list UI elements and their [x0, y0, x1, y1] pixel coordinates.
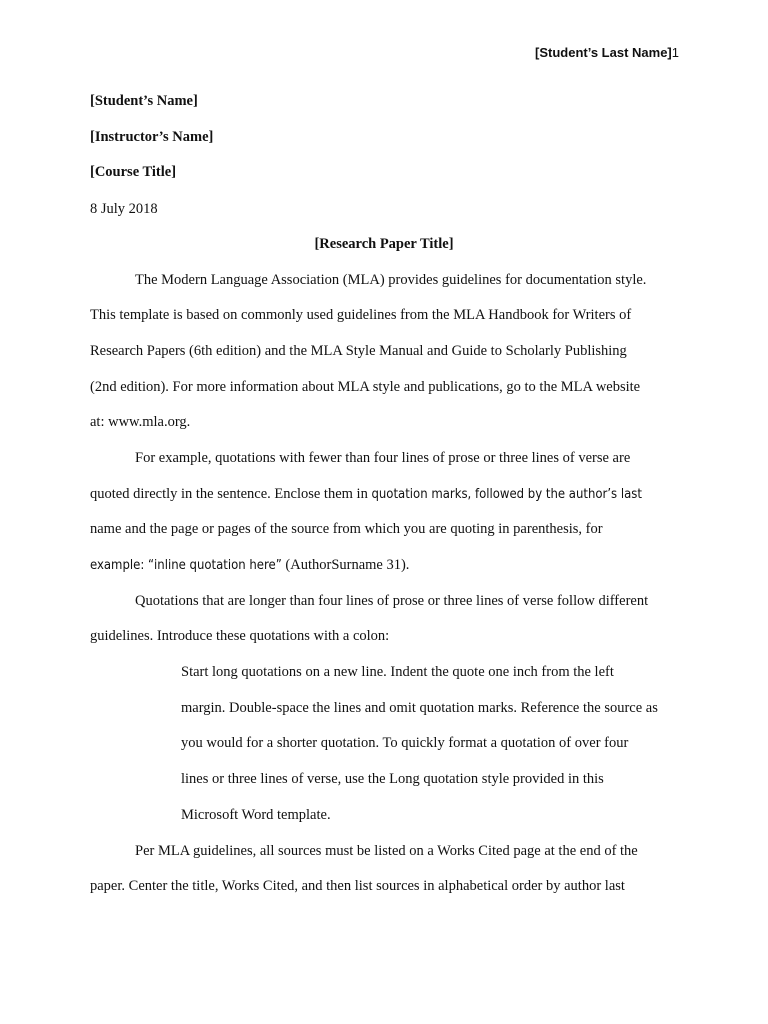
para4-line2: paper. Center the title, Works Cited, and then list sources in alphabetical order by author last — [90, 878, 625, 894]
para3-line2: guidelines. Introduce these quotations with a colon: — [90, 628, 390, 644]
block-quote-line2: margin. Double-space the lines and omit quotation marks. Reference the source as — [181, 700, 658, 716]
block-quote-line3: you would for a shorter quotation. To quickly format a quotation of over four — [181, 735, 629, 751]
paper-title: [Research Paper Title] — [314, 236, 454, 252]
course-title: [Course Title] — [90, 164, 177, 180]
paper-date: 8 July 2018 — [90, 201, 158, 217]
para3-line1: Quotations that are longer than four lines of prose or three lines of verse follow different — [135, 593, 649, 609]
para4-line1: Per MLA guidelines, all sources must be listed on a Works Cited page at the end of the — [135, 843, 638, 859]
para2-line1: For example, quotations with fewer than four lines of prose or three lines of verse are — [135, 450, 631, 466]
inline-quotation-example: example: “inline quotation here” — [90, 558, 282, 573]
para2-line2 — [90, 486, 642, 503]
para2-line2-start: quoted directly in the sentence. Enclose them in — [90, 486, 372, 502]
para1-line5: at: www.mla.org. — [90, 414, 191, 430]
header-last-name: [Student’s Last Name] — [535, 45, 672, 60]
para2-line4-citation: (AuthorSurname 31). — [281, 557, 410, 573]
para1-line2: This template is based on commonly used guidelines from the MLA Handbook for Writers of — [90, 307, 632, 323]
block-quote-line1: Start long quotations on a new line. Indent the quote one inch from the left — [181, 664, 614, 680]
running-header — [535, 45, 679, 60]
para1-line1: The Modern Language Association (MLA) provides guidelines for documentation style. — [135, 272, 647, 288]
block-quote-line5: Microsoft Word template. — [181, 807, 331, 823]
block-quote-line4: lines or three lines of verse, use the Long quotation style provided in this — [181, 771, 604, 787]
instructor-name: [Instructor’s Name] — [90, 129, 214, 145]
para2-line3: name and the page or pages of the source from which you are quoting in parenthesis, for — [90, 521, 603, 537]
para2-line2-end: quotation marks, followed by the author’s last — [371, 487, 642, 502]
para2-line4 — [90, 557, 409, 574]
para1-line3: Research Papers (6th edition) and the MLA Style Manual and Guide to Scholarly Publishing — [90, 343, 627, 359]
student-name: [Student’s Name] — [90, 93, 198, 109]
para1-line4: (2nd edition). For more information about MLA style and publications, go to the MLA website — [90, 379, 641, 395]
page-number: 1 — [671, 45, 679, 60]
